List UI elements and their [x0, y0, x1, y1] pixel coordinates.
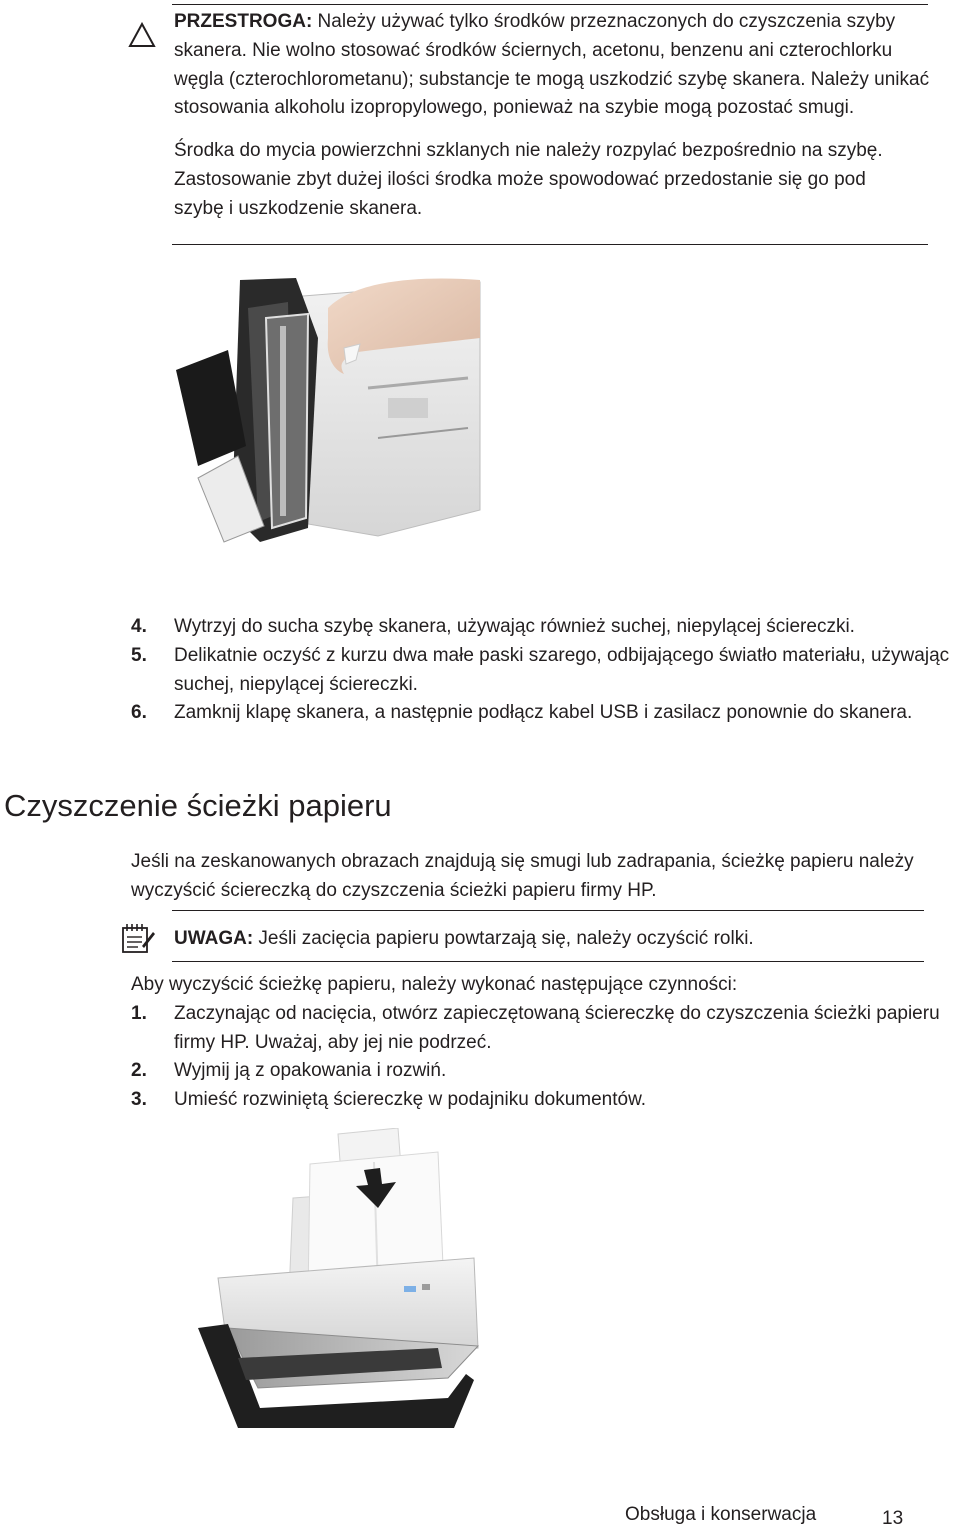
note-paragraph [174, 925, 934, 954]
footer-section-title: Obsługa i konserwacja [625, 1504, 817, 1525]
step-text: Wytrzyj do sucha szybę skanera, używając również suchej, niepylącej ściereczki. [174, 616, 855, 637]
step-number: 4. [131, 616, 147, 637]
note-pad-icon [120, 922, 156, 956]
step-text: Delikatnie oczyść z kurzu dwa małe paski szarego, odbijającego światło materiału, używając suchej, niepylącej ściereczki. [174, 645, 950, 695]
note-text: Jeśli zacięcia papieru powtarzają się, należy oczyścić rolki. [253, 928, 754, 949]
section-heading: Czyszczenie ścieżki papieru [4, 788, 392, 823]
warning-triangle-icon [128, 22, 156, 48]
step-text: Zaczynając od nacięcia, otwórz zapieczętowaną ściereczkę do czyszczenia ścieżki papieru firmy HP. Uważaj, aby jej nie podrzeć. [174, 1003, 940, 1053]
step-text: Umieść rozwiniętą ściereczkę w podajniku dokumentów. [174, 1089, 647, 1110]
caution-paragraph [174, 8, 934, 123]
scanner-open-photo [168, 278, 482, 548]
note-bottom-rule [172, 961, 924, 962]
scanner-feeder-photo [198, 1128, 490, 1428]
caution-box [174, 8, 934, 224]
step-number: 5. [131, 645, 147, 666]
caution-paragraph-2: Środka do mycia powierzchni szklanych nie należy rozpylać bezpośrednio na szybę. Zastosowanie zbyt dużej ilości środka może spowodować przedostanie się go pod szybę i uszkodzenie skanera. [174, 140, 883, 219]
step-number: 3. [131, 1089, 147, 1110]
step-number: 6. [131, 702, 147, 723]
caution-label: PRZESTROGA: [174, 11, 313, 32]
procedure-lead: Aby wyczyścić ścieżkę papieru, należy wykonać następujące czynności: [131, 974, 738, 995]
step-text: Wyjmij ją z opakowania i rozwiń. [174, 1060, 447, 1081]
section-intro: Jeśli na zeskanowanych obrazach znajdują się smugi lub zadrapania, ścieżkę papieru należy wyczyścić ściereczką do czyszczenia ścieżki papieru firmy HP. [131, 851, 914, 901]
step-number: 2. [131, 1060, 147, 1081]
note-label: UWAGA: [174, 928, 254, 949]
caution-top-rule [172, 4, 928, 5]
step-number: 1. [131, 1003, 147, 1024]
caution-bottom-rule [172, 244, 928, 245]
page-number: 13 [882, 1508, 904, 1529]
caution-text: Należy używać tylko środków przeznaczonych do czyszczenia szyby skanera. Nie wolno stosować środków ściernych, acetonu, benzenu ani czterochlorku węgla (czterochlorometanu); substancje te mogą uszkodzić szybę skanera. Należy unikać stosowania alkoholu izopropylowego, ponieważ na szybie mogą pozostać smugi. [174, 11, 930, 119]
note-top-rule [172, 910, 924, 911]
step-text: Zamknij klapę skanera, a następnie podłącz kabel USB i zasilacz ponownie do skanera. [174, 702, 913, 723]
